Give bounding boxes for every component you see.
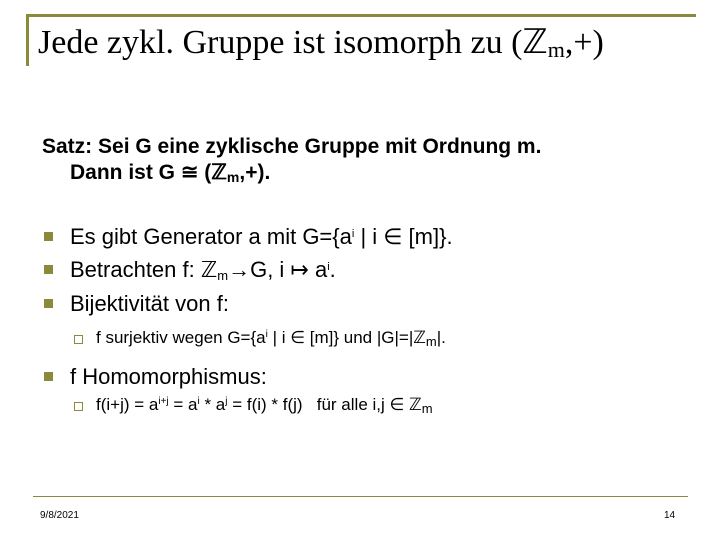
slide-title: Jede zykl. Gruppe ist isomorph zu (ℤ$_m$,+) — [38, 24, 604, 62]
page-number: 14 — [664, 510, 676, 521]
footer-date: 9/8/2021 — [40, 510, 79, 521]
bullet-bijectivity: Bijektivität von f: — [70, 291, 229, 316]
bullet-homomorphism: f Homomorphismus: — [70, 364, 267, 389]
bullet-square-icon — [44, 232, 53, 241]
sub-bullet-square-icon — [74, 402, 83, 411]
sub-bullet-square-icon — [74, 335, 83, 344]
bullet-generator: Es gibt Generator a mit $G=\{a^i$ | i ∈ [m]}. — [70, 224, 453, 249]
theorem-line-2: Dann ist G ≅ (ℤ$_m$,+). — [70, 161, 271, 185]
title-frame-horizontal — [26, 14, 696, 17]
bullet-map-definition: Betrachten f: ℤ$_m$→G, i ↦ $a^i$. — [70, 257, 336, 283]
sub-bullet-surjective: f surjektiv wegen $G=\{a^i$ | i ∈ [m]} und |G|=|ℤ$_m$|. — [96, 328, 446, 349]
bullet-square-icon — [44, 265, 53, 274]
bullet-square-icon — [44, 372, 53, 381]
theorem-line-1: Satz: Sei G eine zyklische Gruppe mit Ordnung m. — [42, 135, 542, 158]
sub-bullet-homomorphism-proof: $f(i+j) = a^{i+j} = a^i * a^j = f(i) * f(j)$ für alle i,j ∈ ℤ$_m$ — [96, 395, 433, 416]
title-frame-vertical — [26, 14, 29, 66]
footer-divider — [33, 496, 688, 497]
bullet-square-icon — [44, 299, 53, 308]
theorem-statement — [42, 134, 541, 190]
